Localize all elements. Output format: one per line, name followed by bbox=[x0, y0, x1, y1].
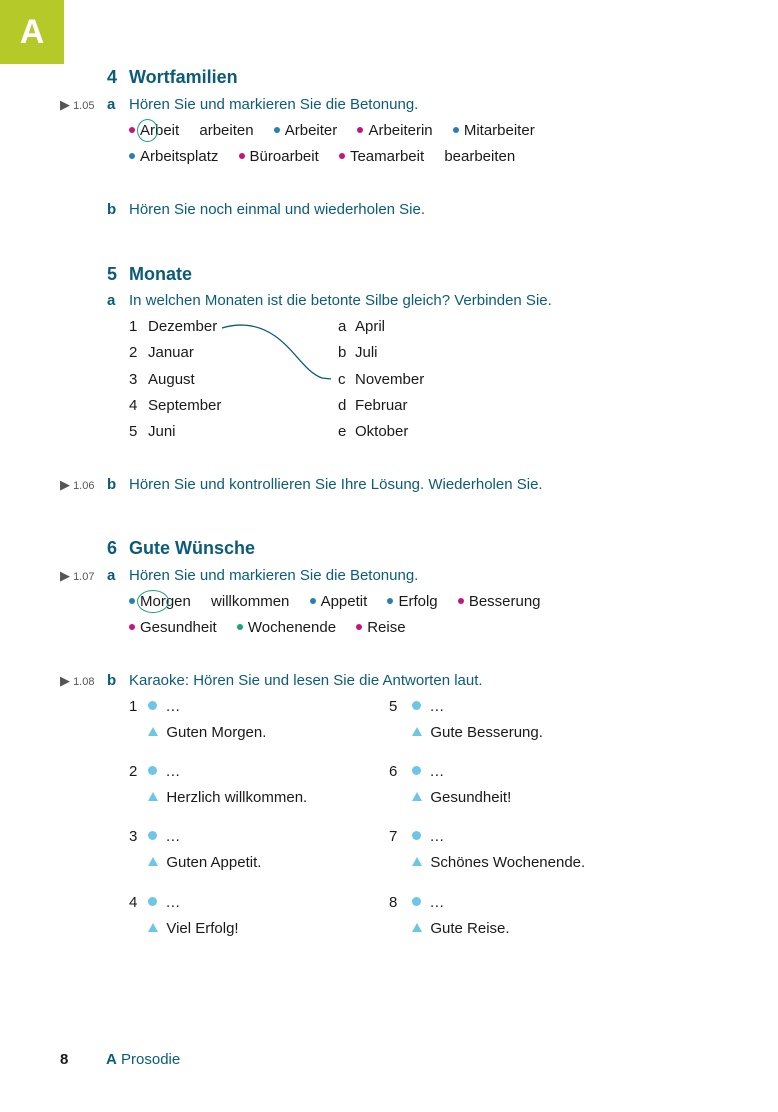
speaker-b-triangle-icon bbox=[148, 792, 158, 801]
item-letter: d bbox=[338, 397, 347, 414]
word-bearbeiten: bearbeiten bbox=[444, 148, 516, 165]
karaoke-item-7 bbox=[389, 828, 444, 845]
stress-dot bbox=[310, 598, 316, 604]
track-number: 1.06 bbox=[73, 480, 95, 492]
task-4a-letter: a bbox=[107, 96, 116, 113]
prompt-text: … bbox=[165, 894, 181, 911]
month-text: Oktober bbox=[355, 423, 409, 440]
month-text: September bbox=[148, 397, 222, 414]
answer-text: Gute Reise. bbox=[430, 920, 510, 937]
speaker-b-triangle-icon bbox=[412, 923, 422, 932]
prompt-text: … bbox=[429, 828, 445, 845]
item-number: 2 bbox=[129, 763, 138, 780]
karaoke-answer-6 bbox=[412, 789, 511, 806]
karaoke-item-3 bbox=[129, 828, 180, 845]
speaker-a-dot-icon bbox=[148, 897, 157, 906]
word-wochenende bbox=[237, 619, 336, 636]
word-text: Wochenende bbox=[247, 619, 337, 636]
prompt-text: … bbox=[165, 763, 181, 780]
karaoke-answer-1 bbox=[148, 724, 266, 741]
answer-text: Guten Morgen. bbox=[166, 724, 267, 741]
stress-dot bbox=[458, 598, 464, 604]
task-6a-letter: a bbox=[107, 567, 116, 584]
prompt-text: … bbox=[165, 698, 181, 715]
karaoke-answer-4 bbox=[148, 920, 239, 937]
speaker-b-triangle-icon bbox=[148, 727, 158, 736]
answer-text: Gesundheit! bbox=[430, 789, 512, 806]
speaker-b-triangle-icon bbox=[412, 727, 422, 736]
word-gesundheit bbox=[129, 619, 217, 636]
month-text: Januar bbox=[148, 344, 194, 361]
word-appetit bbox=[310, 593, 368, 610]
word-arbeiten: arbeiten bbox=[199, 122, 254, 139]
page-number: 8 bbox=[60, 1051, 69, 1068]
speaker-b-triangle-icon bbox=[148, 857, 158, 866]
play-icon: ▶ bbox=[60, 673, 70, 688]
karaoke-item-2 bbox=[129, 763, 180, 780]
exercise-6-title: Gute Wünsche bbox=[129, 538, 256, 558]
karaoke-answer-7 bbox=[412, 854, 585, 871]
word-text: Besserung bbox=[468, 593, 541, 610]
answer-text: Herzlich willkommen. bbox=[166, 789, 308, 806]
stress-dot bbox=[356, 624, 362, 630]
exercise-5-number: 5 bbox=[107, 264, 118, 284]
word-text: Büroarbeit bbox=[249, 148, 319, 165]
answer-text: Viel Erfolg! bbox=[166, 920, 239, 937]
speaker-a-dot-icon bbox=[412, 701, 421, 710]
item-letter: b bbox=[338, 344, 347, 361]
item-number: 5 bbox=[389, 698, 398, 715]
task-5a-letter: a bbox=[107, 292, 116, 309]
task-6b-letter: b bbox=[107, 672, 117, 689]
exercise-4-number: 4 bbox=[107, 67, 118, 87]
audio-track-1-06[interactable] bbox=[60, 477, 94, 493]
item-number: 4 bbox=[129, 397, 138, 414]
speaker-a-dot-icon bbox=[412, 831, 421, 840]
word-row-6a-2 bbox=[129, 619, 422, 636]
word-morgen bbox=[129, 593, 191, 610]
audio-track-1-08[interactable] bbox=[60, 673, 94, 689]
word-willkommen: willkommen bbox=[211, 593, 290, 610]
speaker-b-triangle-icon bbox=[412, 792, 422, 801]
item-number: 3 bbox=[129, 828, 138, 845]
word-text: Reise bbox=[367, 619, 406, 636]
task-4b-instruction: Hören Sie noch einmal und wiederholen Sie. bbox=[129, 201, 426, 218]
word-row-6a-1 bbox=[129, 593, 557, 610]
item-number: 2 bbox=[129, 344, 138, 361]
month-text: Februar bbox=[355, 397, 408, 414]
item-number: 4 bbox=[129, 894, 138, 911]
karaoke-item-8 bbox=[389, 894, 444, 911]
item-number: 1 bbox=[129, 698, 138, 715]
word-text: Arbeiter bbox=[284, 122, 338, 139]
speaker-b-triangle-icon bbox=[148, 923, 158, 932]
word-text: Appetit bbox=[320, 593, 368, 610]
play-icon: ▶ bbox=[60, 97, 70, 112]
word-text: Teamarbeit bbox=[349, 148, 425, 165]
stress-dot bbox=[129, 598, 135, 604]
karaoke-answer-2 bbox=[148, 789, 307, 806]
word-text: Arbeiterin bbox=[368, 122, 433, 139]
month-text: November bbox=[355, 371, 425, 388]
word-rest: gen bbox=[165, 593, 191, 610]
footer-section bbox=[106, 1051, 180, 1068]
item-number: 1 bbox=[129, 318, 138, 335]
speaker-a-dot-icon bbox=[412, 897, 421, 906]
exercise-5-title: Monate bbox=[129, 264, 192, 284]
word-besserung bbox=[458, 593, 541, 610]
prompt-text: … bbox=[429, 763, 445, 780]
footer-unit: A bbox=[106, 1051, 117, 1068]
word-text: Erfolg bbox=[398, 593, 438, 610]
month-text: Juni bbox=[148, 423, 176, 440]
word-text: Arbeitsplatz bbox=[140, 148, 219, 165]
karaoke-item-4 bbox=[129, 894, 180, 911]
speaker-a-dot-icon bbox=[148, 766, 157, 775]
karaoke-item-6 bbox=[389, 763, 444, 780]
task-6b-instruction: Karaoke: Hören Sie und lesen Sie die Antworten laut. bbox=[129, 672, 483, 689]
task-4a-instruction: Hören Sie und markieren Sie die Betonung. bbox=[129, 96, 419, 113]
stressed-syllable: Ar bbox=[140, 122, 155, 139]
task-5b-instruction: Hören Sie und kontrollieren Sie Ihre Lösung. Wiederholen Sie. bbox=[129, 476, 543, 493]
month-text: August bbox=[148, 371, 195, 388]
karaoke-answer-3 bbox=[148, 854, 261, 871]
item-number: 8 bbox=[389, 894, 398, 911]
word-erfolg bbox=[387, 593, 437, 610]
word-reise bbox=[356, 619, 405, 636]
stress-dot bbox=[129, 624, 135, 630]
stressed-syllable: Mor bbox=[140, 593, 166, 610]
speaker-a-dot-icon bbox=[412, 766, 421, 775]
exercise-6-heading bbox=[107, 538, 255, 559]
word-rest: beit bbox=[155, 122, 180, 139]
item-number: 7 bbox=[389, 828, 398, 845]
answer-text: Gute Besserung. bbox=[430, 724, 543, 741]
task-5a-instruction: In welchen Monaten ist die betonte Silbe gleich? Verbinden Sie. bbox=[129, 292, 552, 309]
exercise-4-title: Wortfamilien bbox=[129, 67, 238, 87]
track-number: 1.05 bbox=[73, 100, 95, 112]
karaoke-item-1 bbox=[129, 698, 180, 715]
item-number: 3 bbox=[129, 371, 138, 388]
month-text: Juli bbox=[355, 344, 378, 361]
word-text: Mitarbeiter bbox=[463, 122, 535, 139]
month-text: Dezember bbox=[148, 318, 218, 335]
month-text: April bbox=[355, 318, 386, 335]
speaker-a-dot-icon bbox=[148, 831, 157, 840]
speaker-a-dot-icon bbox=[148, 701, 157, 710]
prompt-text: … bbox=[165, 828, 181, 845]
footer-title: Prosodie bbox=[121, 1051, 181, 1068]
task-5b-letter: b bbox=[107, 476, 117, 493]
item-number: 6 bbox=[389, 763, 398, 780]
prompt-text: … bbox=[429, 698, 445, 715]
play-icon: ▶ bbox=[60, 477, 70, 492]
speaker-b-triangle-icon bbox=[412, 857, 422, 866]
karaoke-answer-8 bbox=[412, 920, 510, 937]
stress-dot bbox=[387, 598, 393, 604]
prompt-text: … bbox=[429, 894, 445, 911]
track-number: 1.08 bbox=[73, 676, 95, 688]
exercise-6-number: 6 bbox=[107, 538, 118, 558]
stress-dot bbox=[237, 624, 243, 630]
item-letter: a bbox=[338, 318, 347, 335]
word-text: Gesundheit bbox=[140, 619, 217, 636]
answer-text: Guten Appetit. bbox=[166, 854, 262, 871]
task-6a-instruction: Hören Sie und markieren Sie die Betonung. bbox=[129, 567, 419, 584]
audio-track-1-07[interactable] bbox=[60, 568, 94, 584]
track-number: 1.07 bbox=[73, 571, 95, 583]
karaoke-item-5 bbox=[389, 698, 444, 715]
item-letter: c bbox=[338, 371, 346, 388]
unit-tab: A bbox=[0, 0, 64, 64]
play-icon: ▶ bbox=[60, 568, 70, 583]
answer-text: Schönes Wochenende. bbox=[430, 854, 586, 871]
item-number: 5 bbox=[129, 423, 138, 440]
item-letter: e bbox=[338, 423, 347, 440]
karaoke-answer-5 bbox=[412, 724, 543, 741]
task-4b-letter: b bbox=[107, 201, 117, 218]
